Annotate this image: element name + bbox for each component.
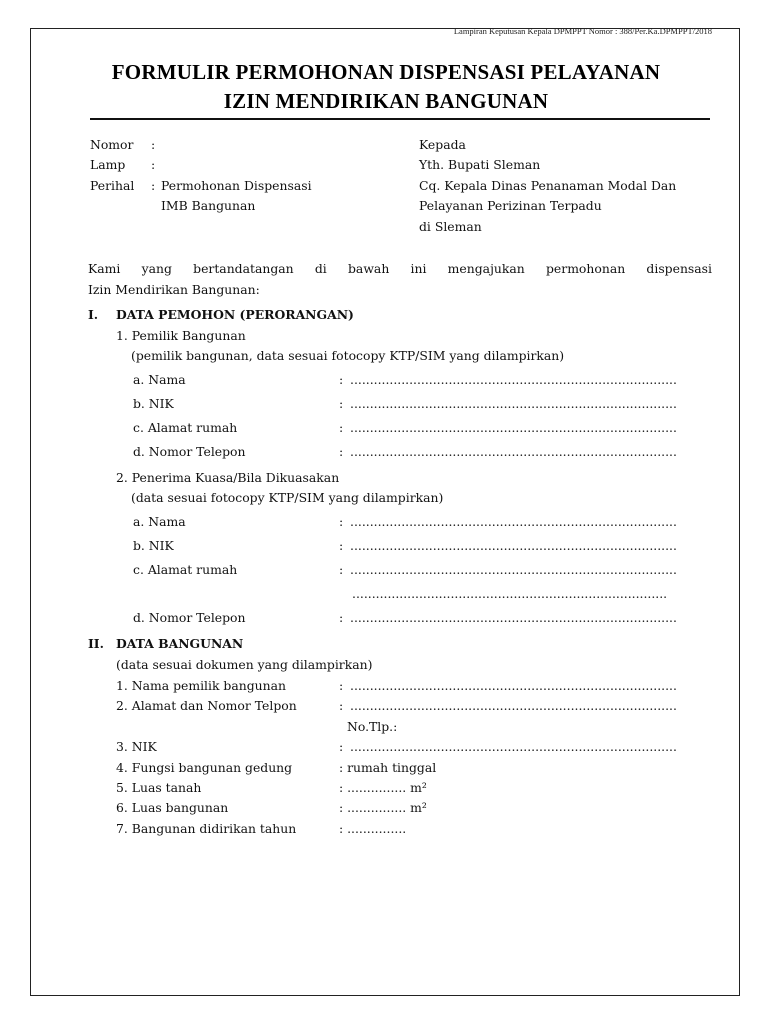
perihal-value-2: IMB Bangunan — [161, 198, 256, 213]
bangunan-colon-nik: : — [339, 739, 344, 754]
section2-note: (data sesuai dokumen yang dilampirkan) — [116, 657, 373, 672]
bangunan-no-tlp-label: No.Tlp.: — [347, 719, 398, 734]
bangunan-field-nik: 3. NIK — [116, 739, 157, 754]
sub1-input-telepon[interactable]: ................................................................................... — [350, 444, 677, 459]
bangunan-input-alamat[interactable]: ................................................................................... — [350, 698, 677, 713]
sub2-field-nik: b. NIK — [133, 538, 174, 553]
recipient-line-2: Yth. Bupati Sleman — [419, 157, 541, 172]
sub1-colon-telepon: : — [339, 444, 344, 459]
lamp-colon: : — [151, 157, 156, 172]
intro-line-1: Kami yang bertandatangan di bawah ini mengajukan permohonan dispensasi — [88, 261, 712, 276]
reference-note: Lampiran Keputusan Kepala DPMPPT Nomor : 388/Per.Ka.DPMPPT/2018 — [453, 26, 712, 36]
bangunan-value-fungsi[interactable]: : rumah tinggal — [339, 760, 437, 775]
recipient-line-5: di Sleman — [419, 219, 482, 234]
intro-paragraph — [88, 258, 712, 300]
sub2-input-alamat-line2[interactable]: ................................................................................ — [352, 586, 668, 601]
recipient-line-1: Kepada — [419, 137, 466, 152]
sub2-colon-alamat: : — [339, 562, 344, 577]
bangunan-field-fungsi: 4. Fungsi bangunan gedung — [116, 760, 293, 775]
sub2-colon-nama: : — [339, 514, 344, 529]
sub1-colon-nama: : — [339, 372, 344, 387]
sub2-field-alamat: c. Alamat rumah — [133, 562, 238, 577]
sub2-input-telepon[interactable]: ................................................................................... — [350, 610, 677, 625]
sub2-note: (data sesuai fotocopy KTP/SIM yang dilampirkan) — [131, 490, 444, 505]
perihal-colon: : — [151, 178, 156, 193]
recipient-line-3: Cq. Kepala Dinas Penanaman Modal Dan — [419, 178, 677, 193]
sub1-field-alamat: c. Alamat rumah — [133, 420, 238, 435]
sub1-field-nik: b. NIK — [133, 396, 174, 411]
sub2-input-alamat[interactable]: ................................................................................... — [350, 562, 677, 577]
sub1-input-nama[interactable]: ................................................................................... — [350, 372, 677, 387]
sub1-input-nik[interactable]: ................................................................................... — [350, 396, 677, 411]
lamp-label: Lamp — [90, 157, 126, 172]
sub1-note: (pemilik bangunan, data sesuai fotocopy KTP/SIM yang dilampirkan) — [131, 348, 565, 363]
page-border — [30, 28, 740, 996]
section2-numeral: II. — [88, 636, 104, 651]
title-underline — [90, 118, 710, 120]
nomor-colon: : — [151, 137, 156, 152]
recipient-line-4: Pelayanan Perizinan Terpadu — [419, 198, 602, 213]
bangunan-colon-nama: : — [339, 678, 344, 693]
form-title-line2: IZIN MENDIRIKAN BANGUNAN — [223, 89, 549, 113]
bangunan-field-luas-tanah: 5. Luas tanah — [116, 780, 202, 795]
intro-line-2: Izin Mendirikan Bangunan: — [88, 282, 260, 297]
bangunan-input-nik[interactable]: ................................................................................... — [350, 739, 677, 754]
sub1-field-nama: a. Nama — [133, 372, 186, 387]
sub1-title: 1. Pemilik Bangunan — [116, 328, 246, 343]
bangunan-value-tahun[interactable]: : ............... — [339, 821, 407, 836]
bangunan-field-nama: 1. Nama pemilik bangunan — [116, 678, 286, 693]
bangunan-value-luas-tanah[interactable]: : ............... m² — [339, 780, 427, 795]
bangunan-field-tahun: 7. Bangunan didirikan tahun — [116, 821, 297, 836]
section1-numeral: I. — [88, 307, 99, 322]
section2-heading: DATA BANGUNAN — [116, 636, 244, 651]
sub2-field-nama: a. Nama — [133, 514, 186, 529]
sub1-input-alamat[interactable]: ................................................................................... — [350, 420, 677, 435]
section1-heading: DATA PEMOHON (PERORANGAN) — [116, 307, 354, 322]
sub1-colon-alamat: : — [339, 420, 344, 435]
sub2-title: 2. Penerima Kuasa/Bila Dikuasakan — [116, 470, 340, 485]
sub1-colon-nik: : — [339, 396, 344, 411]
sub2-colon-telepon: : — [339, 610, 344, 625]
perihal-label: Perihal — [90, 178, 135, 193]
bangunan-field-alamat: 2. Alamat dan Nomor Telpon — [116, 698, 297, 713]
sub2-input-nama[interactable]: ................................................................................... — [350, 514, 677, 529]
perihal-value-1: Permohonan Dispensasi — [161, 178, 312, 193]
sub2-input-nik[interactable]: ................................................................................... — [350, 538, 677, 553]
bangunan-colon-alamat: : — [339, 698, 344, 713]
bangunan-field-luas-bangunan: 6. Luas bangunan — [116, 800, 229, 815]
sub2-field-telepon: d. Nomor Telepon — [133, 610, 246, 625]
bangunan-value-luas-bangunan[interactable]: : ............... m² — [339, 800, 427, 815]
nomor-label: Nomor — [90, 137, 134, 152]
sub2-colon-nik: : — [339, 538, 344, 553]
bangunan-input-nama[interactable]: ................................................................................... — [350, 678, 677, 693]
form-title-line1: FORMULIR PERMOHONAN DISPENSASI PELAYANAN — [111, 60, 661, 84]
sub1-field-telepon: d. Nomor Telepon — [133, 444, 246, 459]
